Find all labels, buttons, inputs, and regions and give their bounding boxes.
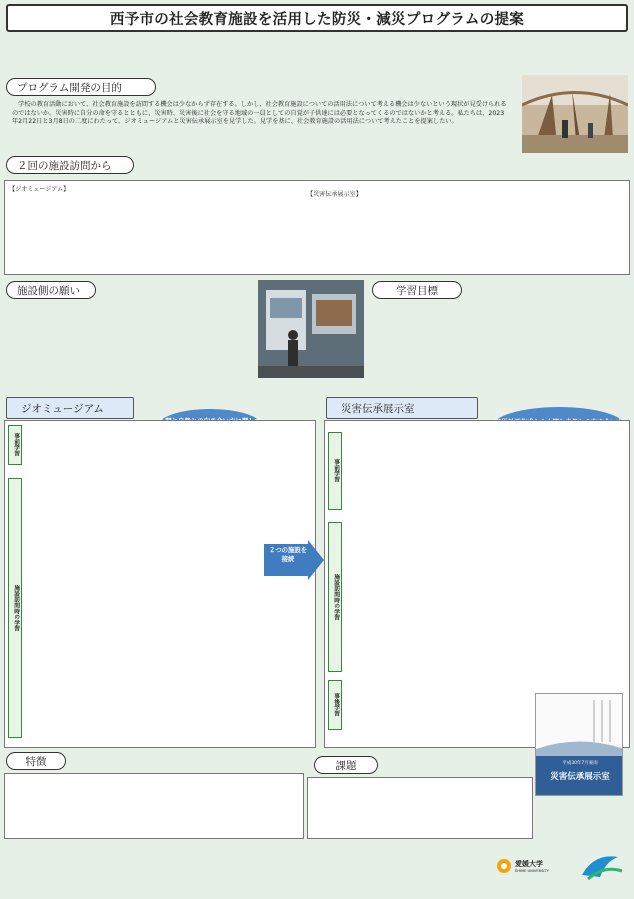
- poster-title: 西予市の社会教育施設を活用した防災・減災プログラムの提案: [6, 4, 628, 32]
- den-section-heading: 災害伝承展示室: [326, 397, 478, 419]
- features-box: [4, 773, 304, 839]
- wishes-heading: 施設側の願い: [6, 281, 96, 299]
- seiyo-logo-shape: [578, 851, 624, 881]
- den-pre-label: 事前学習: [328, 432, 342, 510]
- den-visit-label: 施設訪問時の学習: [328, 522, 342, 672]
- visits-den-title: 【災害伝承展示室】: [307, 191, 362, 198]
- museum-photo: [522, 75, 628, 153]
- brochure-sub: 平成30年7月豪雨: [562, 761, 598, 766]
- visits-den-list: [307, 191, 627, 199]
- issues-box: [307, 777, 533, 839]
- visits-geo-list: [9, 186, 299, 194]
- museum-photo-image: [522, 75, 628, 153]
- exhibit-photo: [258, 280, 364, 378]
- brochure-image: [535, 693, 623, 796]
- geo-visit-label: 施設訪問時の学習: [8, 478, 22, 738]
- geo-section-heading: ジオミュージアム: [6, 397, 134, 419]
- ehime-logo-sub: EHIME UNIVERSITY: [515, 869, 549, 873]
- wishes-lines: [5, 303, 255, 309]
- visits-heading: ２回の施設訪問から: [6, 156, 134, 174]
- goals-heading: 学習目標: [372, 281, 462, 299]
- ehime-logo-icon: [496, 858, 512, 874]
- brochure-title: 災害伝承展示室: [550, 772, 610, 782]
- ehime-logo: [496, 853, 566, 879]
- geo-pre-label: 事前学習: [8, 425, 22, 465]
- ehime-logo-name: 愛媛大学: [515, 860, 543, 868]
- goals-box: [373, 304, 629, 384]
- purpose-body: 学校の教育活動において、社会教育施設を訪問する機会は少なからず存在する。しかし、社会教育施設についての活用法について考える機会は少ないという現状が見受けられるのではないか。災害時に自分の命を守るとともに、災害時、災害後に社会を守る地域の一員としての自覚が子供達には必要となってくるのではないかと考える。私たちは、2023年2月22日と3月8日の二度にわたって、ジオミュージアムと災害伝承展示室を見学した。見学を基に、社会教育施設の活用法について考えたことを提案したい。: [12, 101, 507, 126]
- exhibit-photo-image: [258, 280, 364, 378]
- connect-label: ２つの施設を接続: [268, 546, 308, 563]
- visits-box: [4, 180, 630, 275]
- seiyo-logo: [576, 849, 626, 883]
- den-post-label: 事後学習: [328, 680, 342, 730]
- wishes-box: [5, 303, 255, 383]
- geo-section-box: [4, 420, 316, 748]
- visits-geo-title: 【ジオミュージアム】: [9, 186, 70, 193]
- goals-lines: [373, 304, 629, 308]
- features-heading: 特徴: [6, 752, 66, 770]
- purpose-heading: プログラム開発の目的: [6, 78, 156, 96]
- issues-heading: 課題: [314, 756, 378, 774]
